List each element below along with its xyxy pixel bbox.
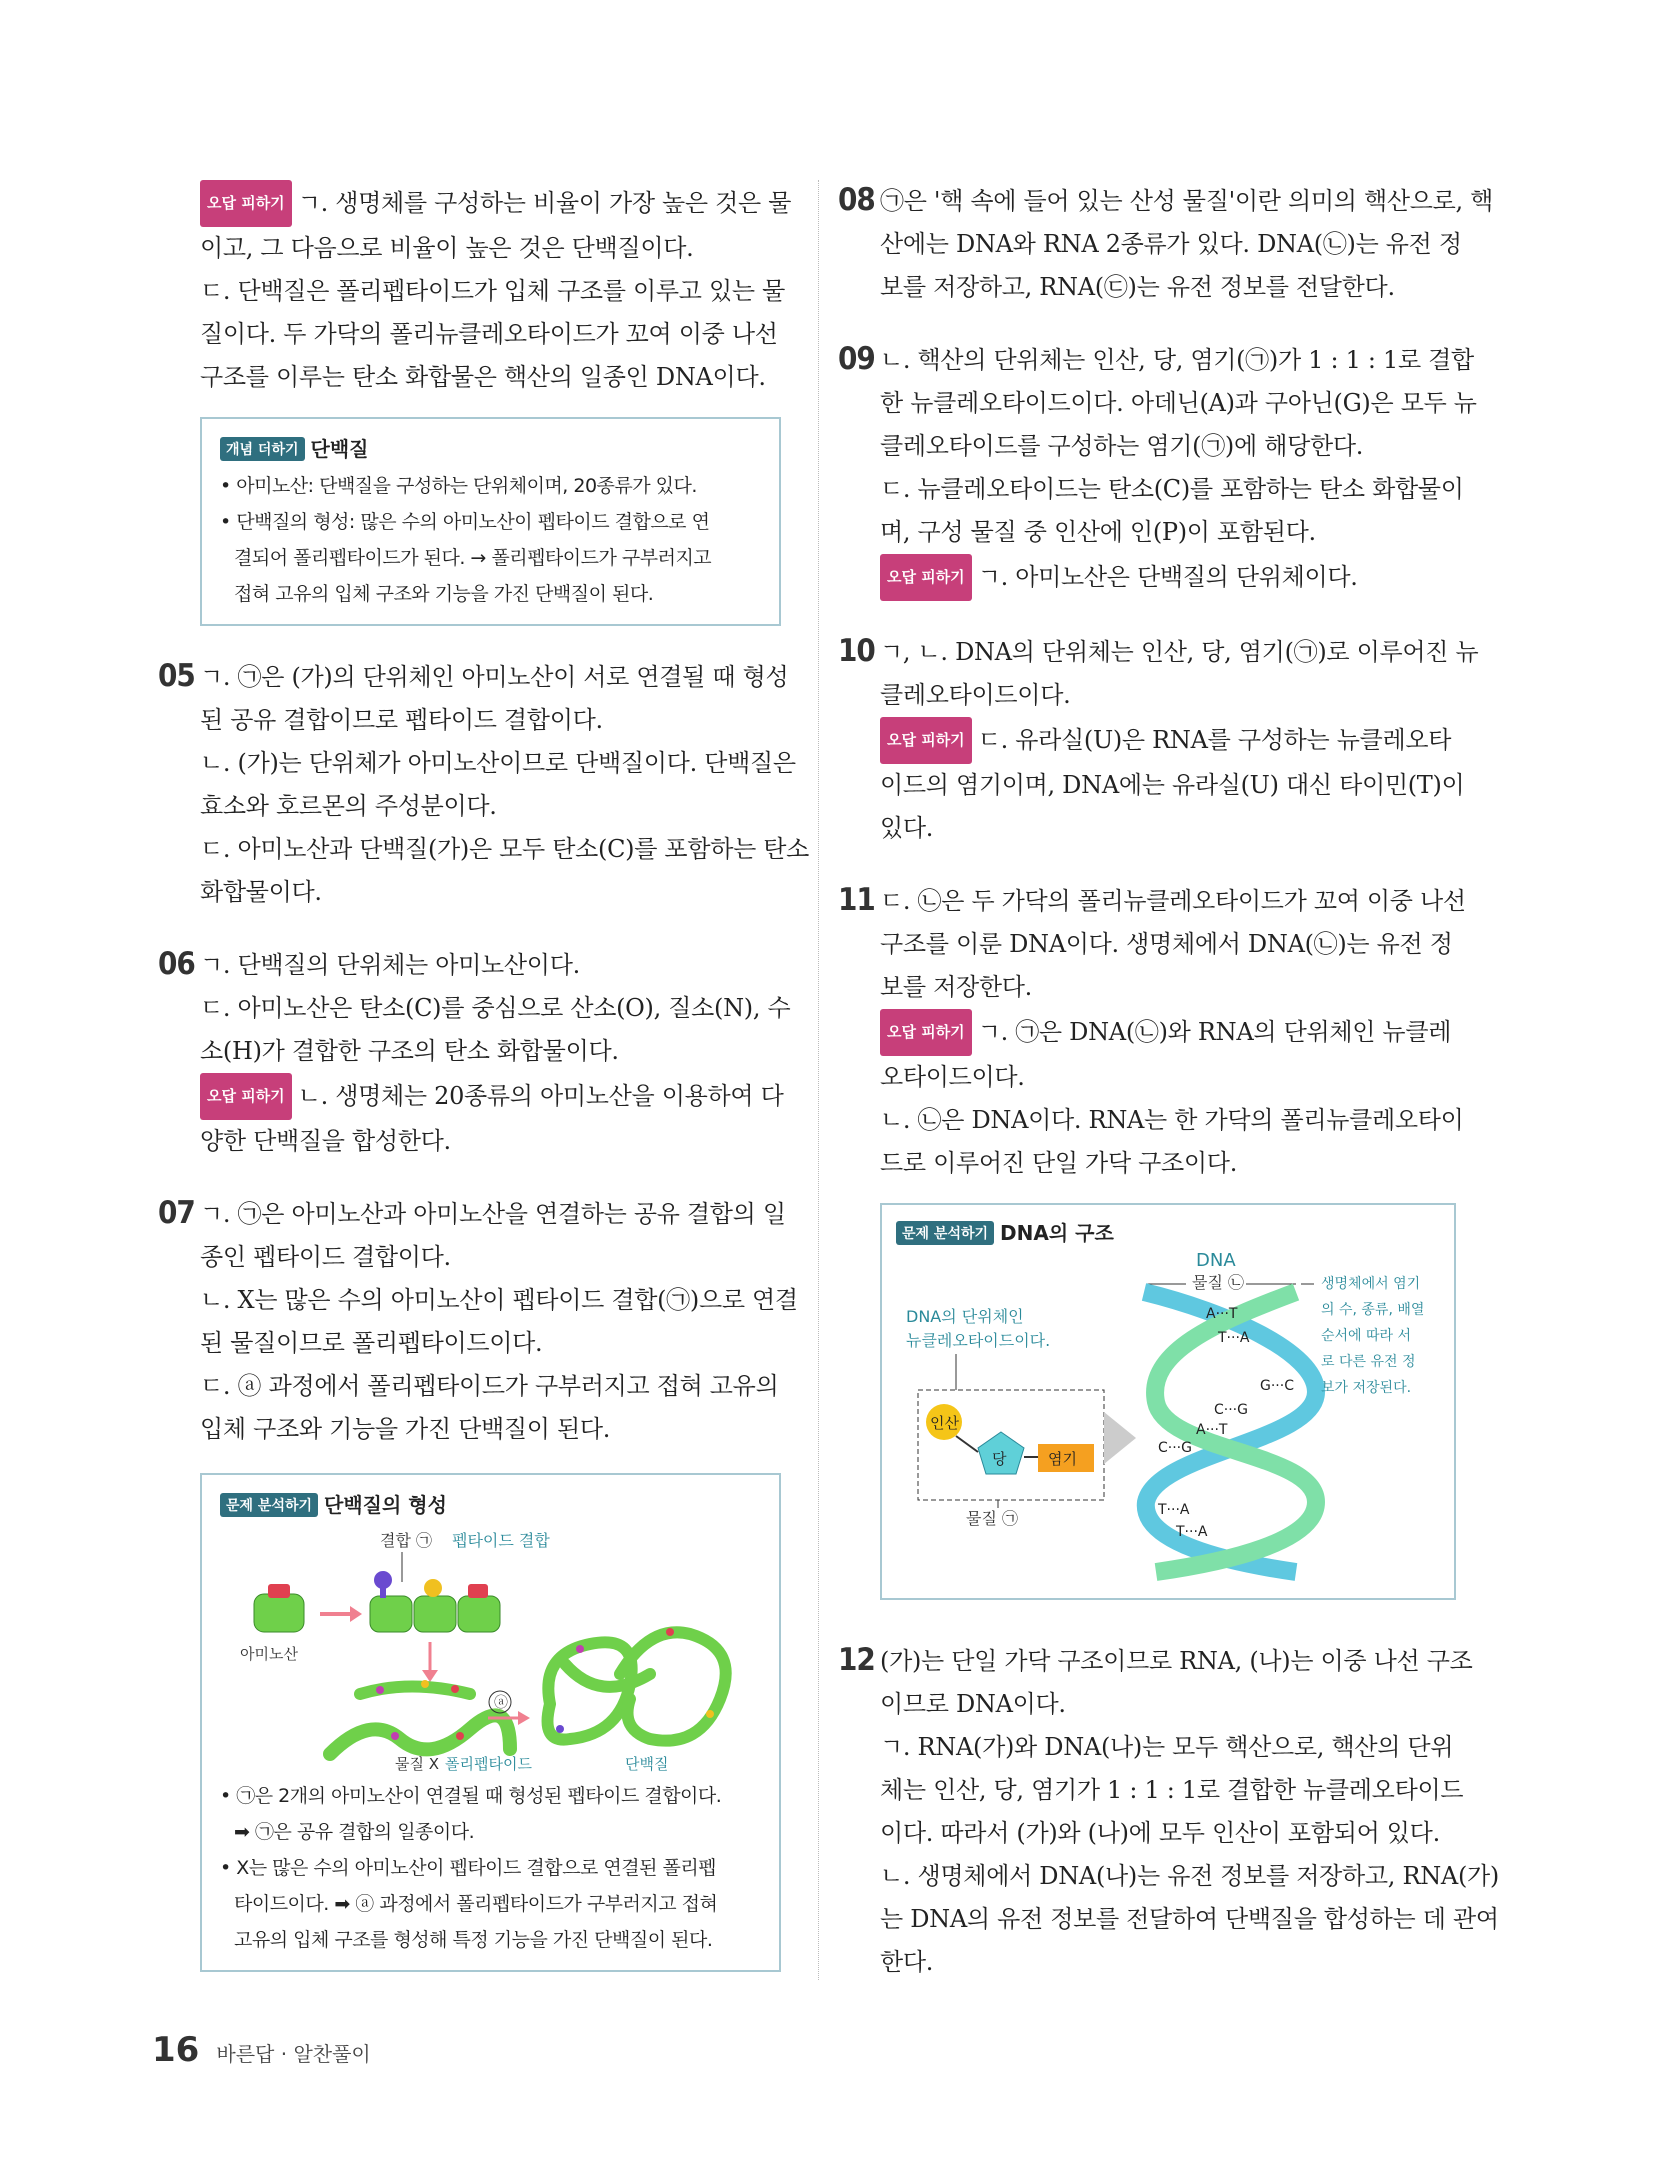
- amino-acid-icon: [254, 1584, 304, 1632]
- text-line: ㄴ. (가)는 단위체가 아미노산이므로 단백질이다. 단백질은: [200, 749, 796, 777]
- bond-label: 결합 ㉠: [380, 1531, 432, 1550]
- question-number: 05: [158, 658, 195, 694]
- text-line: 한다.: [880, 1948, 934, 1976]
- text-line: 클레오타이드를 구성하는 염기(㉠)에 해당한다.: [880, 432, 1364, 460]
- question-09: [838, 339, 1477, 601]
- text-line: ㄴ. 생명체는 20종류의 아미노산을 이용하여 다: [297, 1082, 784, 1110]
- phosphate-label: 인산: [930, 1414, 959, 1432]
- sugar-label: 당: [992, 1450, 1007, 1468]
- base-pair: C···G: [1158, 1440, 1192, 1456]
- box-line: • ㉠은 2개의 아미노산이 연결될 때 형성된 펩타이드 결합이다.: [220, 1785, 722, 1807]
- text-line: 보를 저장한다.: [880, 973, 1032, 1001]
- text-line: 구조를 이룬 DNA이다. 생명체에서 DNA(㉡)는 유전 정: [880, 930, 1453, 958]
- base-pair: A···T: [1196, 1422, 1228, 1438]
- text-line: ㄷ. 유라실(U)은 RNA를 구성하는 뉴클레오타: [977, 726, 1452, 754]
- wrong-answer-tag: 오답 피하기: [200, 1073, 292, 1120]
- side-note: 순서에 따라 서: [1321, 1328, 1412, 1344]
- substance-a-label: 물질 ㉠: [966, 1509, 1018, 1528]
- box-line: 결되어 폴리펩타이드가 된다. → 폴리펩타이드가 구부러지고: [234, 547, 712, 569]
- text-line: 한 뉴클레오타이드이다. 아데닌(A)과 구아닌(G)은 모두 뉴: [880, 389, 1477, 417]
- analysis-box-title: [220, 1489, 761, 1518]
- question-10: [838, 631, 1479, 850]
- unit-note: 뉴클레오타이드이다.: [906, 1331, 1051, 1350]
- base-pair: T···A: [1176, 1524, 1208, 1540]
- question-12: [838, 1640, 1499, 1984]
- wrong-answer-tag: 오답 피하기: [880, 554, 972, 601]
- text-line: 체는 인산, 당, 염기가 1 : 1 : 1로 결합한 뉴클레오타이드: [880, 1776, 1464, 1804]
- text-line: 클레오타이드이다.: [880, 681, 1071, 709]
- question-08: [838, 180, 1494, 309]
- bond-note: 펩타이드 결합: [452, 1531, 550, 1550]
- text-line: 화합물이다.: [200, 878, 322, 906]
- base-pair: T···A: [1218, 1330, 1250, 1346]
- text-line: (가)는 단일 가닥 구조이므로 RNA, (나)는 이중 나선 구조: [880, 1647, 1473, 1675]
- book-title: 바른답 · 알찬풀이: [216, 2042, 371, 2066]
- substance-b-label: 물질 ㉡: [1192, 1273, 1244, 1292]
- protein-label: 단백질: [625, 1755, 669, 1773]
- question-number: 11: [838, 882, 875, 918]
- polypeptide-label: 폴리펩타이드: [445, 1755, 532, 1773]
- box-line: • 아미노산: 단백질을 구성하는 단위체이며, 20종류가 있다.: [220, 475, 697, 497]
- concept-box: [200, 417, 781, 626]
- text-line: 입체 구조와 기능을 가진 단백질이 된다.: [200, 1415, 611, 1443]
- text-line: ㄷ. 아미노산과 단백질(가)은 모두 탄소(C)를 포함하는 탄소: [200, 835, 810, 863]
- box-line: ➡ ㉠은 공유 결합의 일종이다.: [234, 1821, 475, 1843]
- wrong-answer-tag: 오답 피하기: [880, 717, 972, 764]
- question-06: [158, 944, 791, 1163]
- substance-x-label: 물질 X: [395, 1755, 440, 1773]
- question-number: 07: [158, 1195, 195, 1231]
- side-note: 보가 저장된다.: [1321, 1380, 1412, 1396]
- analysis-tag: 문제 분석하기: [896, 1221, 994, 1245]
- process-a-label: ⓐ: [494, 1695, 508, 1711]
- text-line: 산에는 DNA와 RNA 2종류가 있다. DNA(㉡)는 유전 정: [880, 230, 1462, 258]
- question-number: 10: [838, 633, 875, 669]
- right-column: [838, 180, 1499, 1984]
- concept-tag: 개념 더하기: [220, 437, 305, 461]
- question-number: 09: [838, 341, 875, 377]
- question-number: 12: [838, 1642, 875, 1678]
- analysis-tag: 문제 분석하기: [220, 1493, 318, 1517]
- side-note: 생명체에서 염기: [1321, 1276, 1421, 1292]
- text-line: ㄷ. 아미노산은 탄소(C)를 중심으로 산소(O), 질소(N), 수: [200, 994, 791, 1022]
- analysis-title: 단백질의 형성: [324, 1493, 447, 1517]
- base-pair: T···A: [1158, 1502, 1190, 1518]
- question-number: 08: [838, 182, 875, 218]
- text-line: ㄱ. RNA(가)와 DNA(나)는 모두 핵산으로, 핵산의 단위: [880, 1733, 1454, 1761]
- text-line: ㄱ. ㉠은 DNA(㉡)와 RNA의 단위체인 뉴클레: [977, 1018, 1452, 1046]
- analysis-box-dna: [880, 1203, 1456, 1600]
- text-line: 된 공유 결합이므로 펩타이드 결합이다.: [200, 706, 603, 734]
- question-11: [838, 880, 1466, 1185]
- protein-icon: [548, 1632, 726, 1740]
- question-07: [158, 1193, 798, 1451]
- analysis-box-title: [896, 1217, 1440, 1246]
- text-line: 된 물질이므로 폴리펩타이드이다.: [200, 1329, 543, 1357]
- text-line: 는 DNA의 유전 정보를 전달하여 단백질을 합성하는 데 관여: [880, 1905, 1499, 1933]
- text-line: 이므로 DNA이다.: [880, 1690, 1066, 1718]
- text-line: 종인 펩타이드 결합이다.: [200, 1243, 451, 1271]
- concept-title: 단백질: [310, 437, 369, 461]
- page-number: 16: [152, 2030, 200, 2070]
- text-line: ㄴ. 핵산의 단위체는 인산, 당, 염기(㉠)가 1 : 1 : 1로 결합: [880, 346, 1474, 374]
- dna-label: DNA: [1196, 1252, 1236, 1271]
- text-line: ㄷ. ⓐ 과정에서 폴리펩타이드가 구부러지고 접혀 고유의: [200, 1372, 779, 1400]
- text-line: 며, 구성 물질 중 인산에 인(P)이 포함된다.: [880, 518, 1316, 546]
- text-line: ㉠은 '핵 속에 들어 있는 산성 물질'이란 의미의 핵산으로, 핵: [880, 187, 1494, 215]
- text-line: ㄷ. 뉴클레오타이드는 탄소(C)를 포함하는 탄소 화합물이: [880, 475, 1464, 503]
- text-line: ㄱ. 단백질의 단위체는 아미노산이다.: [200, 951, 580, 979]
- column-divider: [818, 180, 819, 1980]
- peptide-chain-icon: [370, 1571, 500, 1632]
- text-line: 이고, 그 다음으로 비율이 높은 것은 단백질이다.: [200, 234, 694, 262]
- text-line: 보를 저장하고, RNA(㉢)는 유전 정보를 전달한다.: [880, 273, 1395, 301]
- box-line: 타이드이다. ➡ ⓐ 과정에서 폴리펩타이드가 구부러지고 접혀: [234, 1893, 718, 1915]
- intro-block: [200, 180, 792, 399]
- analysis-title: DNA의 구조: [1000, 1221, 1114, 1245]
- text-line: ㄴ. 생명체에서 DNA(나)는 유전 정보를 저장하고, RNA(가): [880, 1862, 1499, 1890]
- text-line: 이다. 따라서 (가)와 (나)에 모두 인산이 포함되어 있다.: [880, 1819, 1440, 1847]
- text-line: 질이다. 두 가닥의 폴리뉴클레오타이드가 꼬여 이중 나선: [200, 320, 778, 348]
- dna-structure-diagram: [896, 1252, 1440, 1582]
- base-pair: C···G: [1214, 1402, 1248, 1418]
- question-number: 06: [158, 946, 195, 982]
- base-pair: A···T: [1206, 1306, 1238, 1322]
- text-line: 오타이드이다.: [880, 1063, 1025, 1091]
- text-line: 있다.: [880, 814, 934, 842]
- unit-note: DNA의 단위체인: [906, 1307, 1024, 1326]
- concept-box-title: [220, 433, 761, 462]
- wrong-answer-tag: 오답 피하기: [880, 1009, 972, 1056]
- text-line: 이드의 염기이며, DNA에는 유라실(U) 대신 타이민(T)이: [880, 771, 1465, 799]
- text-line: ㄴ. ㉡은 DNA이다. RNA는 한 가닥의 폴리뉴클레오타이: [880, 1106, 1464, 1134]
- box-line: • X는 많은 수의 아미노산이 펩타이드 결합으로 연결된 폴리펩: [220, 1857, 717, 1879]
- base-pair: G···C: [1260, 1378, 1294, 1394]
- text-line: 소(H)가 결합한 구조의 탄소 화합물이다.: [200, 1037, 619, 1065]
- text-line: 효소와 호르몬의 주성분이다.: [200, 792, 497, 820]
- text-line: 드로 이루어진 단일 가닥 구조이다.: [880, 1149, 1238, 1177]
- protein-formation-diagram: [220, 1524, 760, 1774]
- left-column: [158, 180, 810, 1972]
- box-line: • 단백질의 형성: 많은 수의 아미노산이 펩타이드 결합으로 연: [220, 511, 710, 533]
- side-note: 의 수, 종류, 배열: [1321, 1302, 1425, 1318]
- page-footer: [152, 2030, 371, 2070]
- text-line: 구조를 이루는 탄소 화합물은 핵산의 일종인 DNA이다.: [200, 363, 766, 391]
- question-05: [158, 656, 810, 914]
- text-line: ㄱ, ㄴ. DNA의 단위체는 인산, 당, 염기(㉠)로 이루어진 뉴: [880, 638, 1479, 666]
- text-line: ㄱ. ㉠은 (가)의 단위체인 아미노산이 서로 연결될 때 형성: [200, 663, 789, 691]
- text-line: 양한 단백질을 합성한다.: [200, 1127, 451, 1155]
- text-line: ㄱ. 생명체를 구성하는 비율이 가장 높은 것은 물: [297, 189, 792, 217]
- text-line: ㄷ. ㉡은 두 가닥의 폴리뉴클레오타이드가 꼬여 이중 나선: [880, 887, 1466, 915]
- text-line: ㄴ. X는 많은 수의 아미노산이 펩타이드 결합(㉠)으로 연결: [200, 1286, 798, 1314]
- analysis-box-protein: [200, 1473, 781, 1972]
- base-label: 염기: [1048, 1450, 1077, 1468]
- text-line: ㄱ. ㉠은 아미노산과 아미노산을 연결하는 공유 결합의 일: [200, 1200, 786, 1228]
- box-line: 고유의 입체 구조를 형성해 특정 기능을 가진 단백질이 된다.: [234, 1929, 713, 1951]
- amino-acid-label: 아미노산: [240, 1645, 298, 1663]
- side-note: 로 다른 유전 정: [1321, 1354, 1416, 1370]
- wrong-answer-tag: 오답 피하기: [200, 180, 292, 227]
- text-line: ㄷ. 단백질은 폴리펩타이드가 입체 구조를 이루고 있는 물: [200, 277, 785, 305]
- text-line: ㄱ. 아미노산은 단백질의 단위체이다.: [977, 563, 1358, 591]
- polypeptide-chain: [330, 1715, 510, 1754]
- box-line: 접혀 고유의 입체 구조와 기능을 가진 단백질이 된다.: [234, 583, 654, 605]
